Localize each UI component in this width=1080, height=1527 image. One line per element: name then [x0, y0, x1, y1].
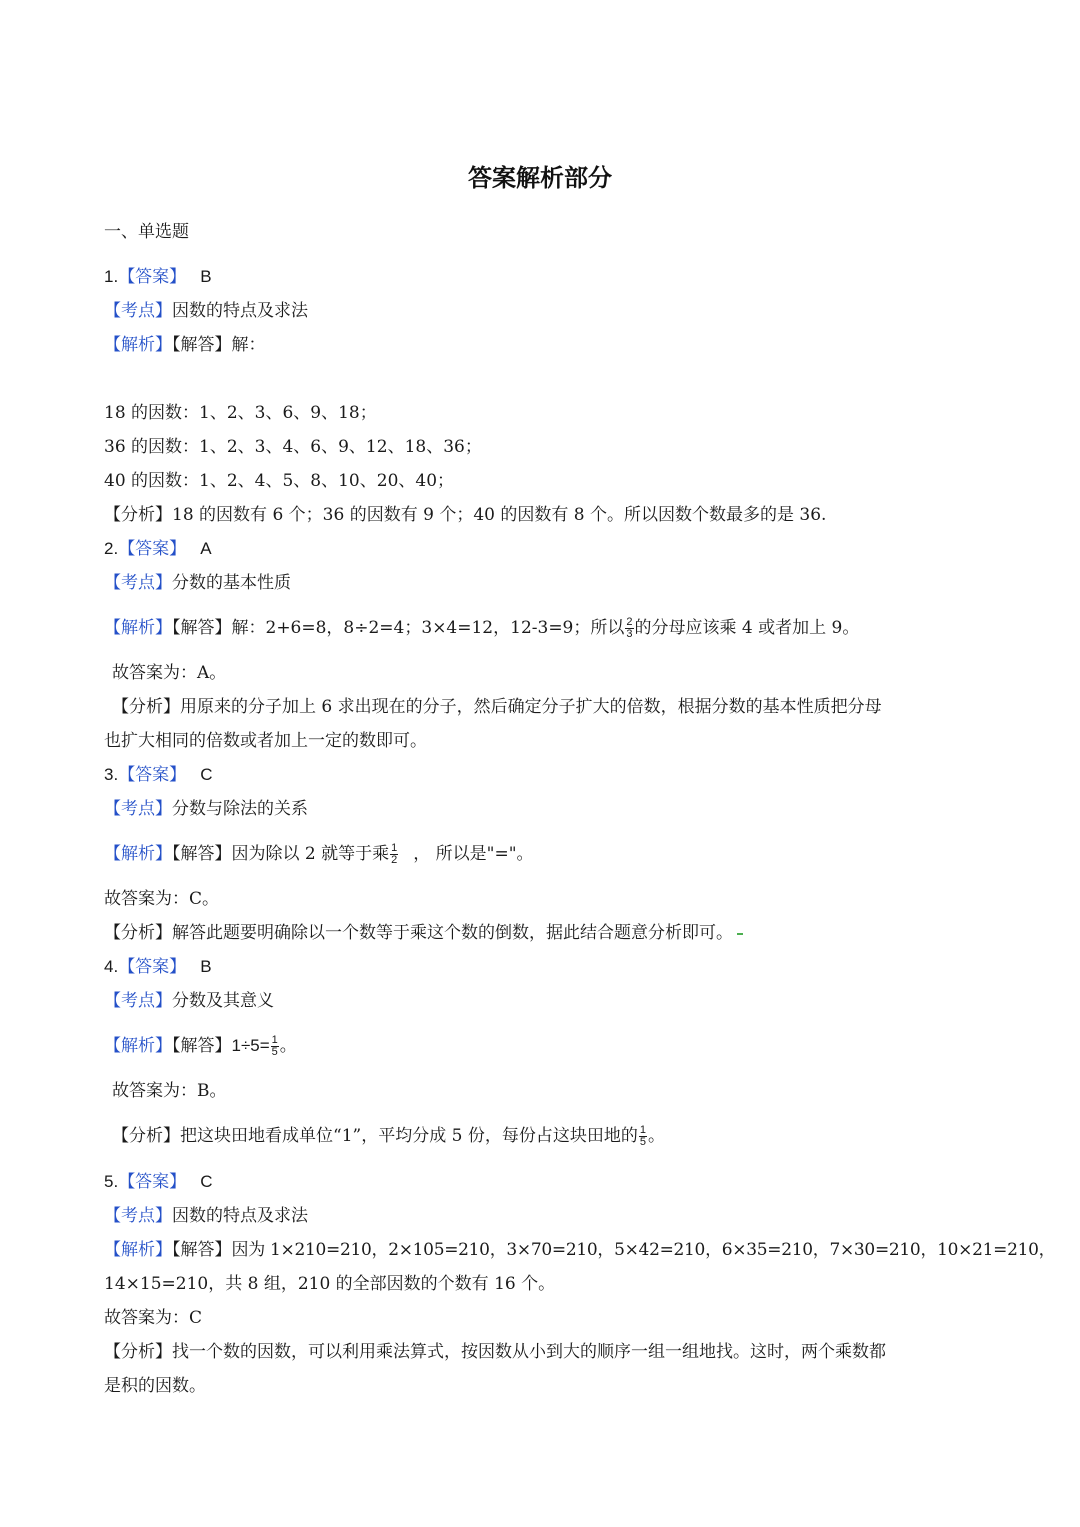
q4-point: 分数及其意义 [172, 991, 274, 1011]
q1-answer: B [200, 267, 212, 286]
q3-frac-numerator: 1 [391, 842, 398, 854]
q1-jiexi-line [104, 331, 984, 359]
q1-fenxi-line [104, 501, 984, 529]
q4-answer-line [104, 953, 984, 981]
q5-point: 因数的特点及求法 [172, 1206, 308, 1226]
q2-gudaan: 故答案为：A。 [112, 663, 227, 683]
q3-point-line [104, 795, 984, 823]
point-tag: 【考点】 [104, 301, 172, 321]
q4-fenxi-frac-numerator: 1 [639, 1124, 646, 1136]
q4-fenxi-line [112, 1122, 992, 1150]
jiexi-tag: 【解析】 [104, 618, 172, 638]
q4-fenxi-b: 。 [647, 1126, 665, 1146]
answer-tag: 【答案】 [118, 267, 187, 287]
edit-mark-icon [737, 933, 743, 935]
q5-point-line [104, 1202, 984, 1230]
answer-tag: 【答案】 [118, 1172, 187, 1192]
fenxi-tag: 【分析】 [104, 505, 172, 525]
q4-fenxi-frac-denominator: 5 [639, 1136, 646, 1148]
jiexi-tag: 【解析】 [104, 1036, 172, 1056]
q1-factors-18: 18 的因数：1、2、3、6、9、18； [104, 403, 377, 423]
q3-answer-line [104, 761, 984, 789]
q1-number: 1. [104, 267, 119, 286]
jieda-tag: 【解答】 [172, 335, 232, 355]
q3-fraction [390, 843, 398, 866]
q2-point-line [104, 569, 984, 597]
q1-point-line [104, 297, 984, 325]
q1-jieda: 解： [231, 335, 266, 355]
q3-answer: C [200, 765, 213, 784]
q1-fenxi: 18 的因数有 6 个；36 的因数有 9 个；40 的因数有 8 个。所以因数个数最多的是 36. [172, 505, 827, 525]
jiexi-tag: 【解析】 [104, 844, 172, 864]
q3-point: 分数与除法的关系 [172, 799, 308, 819]
q4-fenxi-fraction [639, 1125, 647, 1148]
point-tag: 【考点】 [104, 799, 172, 819]
q2-frac-numerator: 2 [626, 616, 633, 628]
q2-fenxi-2: 也扩大相同的倍数或者加上一定的数即可。 [104, 731, 427, 751]
jieda-tag: 【解答】 [172, 618, 232, 638]
q5-fenxi-1: 找一个数的因数，可以利用乘法算式，按因数从小到大的顺序一组一组地找。这时，两个乘数都 [172, 1342, 886, 1362]
q4-frac-numerator: 1 [271, 1034, 278, 1046]
q2-jiexi-line [104, 614, 984, 642]
fenxi-tag: 【分析】 [112, 1126, 180, 1146]
q2-fenxi-line [112, 693, 992, 721]
answer-tag: 【答案】 [118, 765, 187, 785]
jieda-tag: 【解答】 [172, 1036, 232, 1056]
q2-jieda-a: 解：2+6=8，8÷2=4；3×4=12，12-3=9；所以 [231, 618, 625, 638]
q2-fraction [625, 617, 633, 640]
q1-answer-line [104, 263, 984, 291]
q1-factors-40: 40 的因数：1、2、4、5、8、10、20、40； [104, 471, 455, 491]
fenxi-tag: 【分析】 [104, 923, 172, 943]
q5-fenxi-line [104, 1338, 984, 1366]
q2-fenxi-1: 用原来的分子加上 6 求出现在的分子，然后确定分子扩大的倍数，根据分数的基本性质把分母 [180, 697, 882, 717]
q5-fenxi-2: 是积的因数。 [104, 1376, 206, 1396]
q2-frac-denominator: 3 [626, 628, 633, 640]
q3-frac-denominator: 2 [391, 854, 398, 866]
q5-jieda-2: 14×15=210，共 8 组，210 的全部因数的个数有 16 个。 [104, 1274, 556, 1294]
q4-frac-denominator: 5 [271, 1046, 278, 1058]
jieda-tag: 【解答】 [172, 1240, 232, 1260]
q4-jieda-b: 。 [279, 1036, 297, 1056]
q5-gudaan: 故答案为：C [104, 1308, 203, 1328]
q3-fenxi-line [104, 919, 984, 947]
q5-answer-line [104, 1168, 984, 1196]
q4-answer: B [200, 957, 212, 976]
q2-jieda-b: 的分母应该乘 4 或者加上 9。 [634, 618, 860, 638]
q4-point-line [104, 987, 984, 1015]
q4-fenxi-a: 把这块田地看成单位“1”，平均分成 5 份，每份占这块田地的 [180, 1126, 638, 1146]
q3-jieda-a: 因为除以 2 就等于乘 [231, 844, 390, 864]
q3-fenxi: 解答此题要明确除以一个数等于乘这个数的倒数，据此结合题意分析即可。 [172, 923, 733, 943]
jiexi-tag: 【解析】 [104, 335, 172, 355]
point-tag: 【考点】 [104, 573, 172, 593]
q3-number: 3. [104, 765, 119, 784]
answer-tag: 【答案】 [118, 957, 187, 977]
point-tag: 【考点】 [104, 1206, 172, 1226]
jiexi-tag: 【解析】 [104, 1240, 172, 1260]
q2-number: 2. [104, 539, 119, 558]
section-heading: 一、单选题 [104, 222, 189, 242]
q5-answer: C [200, 1172, 213, 1191]
q4-jieda-a: 1÷5= [231, 1036, 270, 1055]
q4-gudaan: 故答案为：B。 [112, 1081, 227, 1101]
q3-jieda-b: ， 所以是"="。 [413, 844, 534, 864]
q5-jieda-1: 因为 1×210=210，2×105=210，3×70=210，5×42=210，6×35=210，7×30=210，10×21=210， [231, 1240, 1056, 1260]
q5-number: 5. [104, 1172, 119, 1191]
point-tag: 【考点】 [104, 991, 172, 1011]
fenxi-tag: 【分析】 [112, 697, 180, 717]
q4-fraction [271, 1035, 279, 1058]
q2-answer-line [104, 535, 984, 563]
q5-jiexi-line [104, 1236, 1056, 1264]
q2-point: 分数的基本性质 [172, 573, 291, 593]
q4-number: 4. [104, 957, 119, 976]
answer-tag: 【答案】 [118, 539, 187, 559]
q1-factors-36: 36 的因数：1、2、3、4、6、9、12、18、36； [104, 437, 482, 457]
q3-jiexi-line [104, 840, 984, 868]
q2-answer: A [200, 539, 212, 558]
q4-jiexi-line [104, 1032, 984, 1060]
fenxi-tag: 【分析】 [104, 1342, 172, 1362]
page-title: 答案解析部分 [468, 164, 612, 192]
q3-gudaan: 故答案为：C。 [104, 889, 220, 909]
q1-point: 因数的特点及求法 [172, 301, 308, 321]
jieda-tag: 【解答】 [172, 844, 232, 864]
